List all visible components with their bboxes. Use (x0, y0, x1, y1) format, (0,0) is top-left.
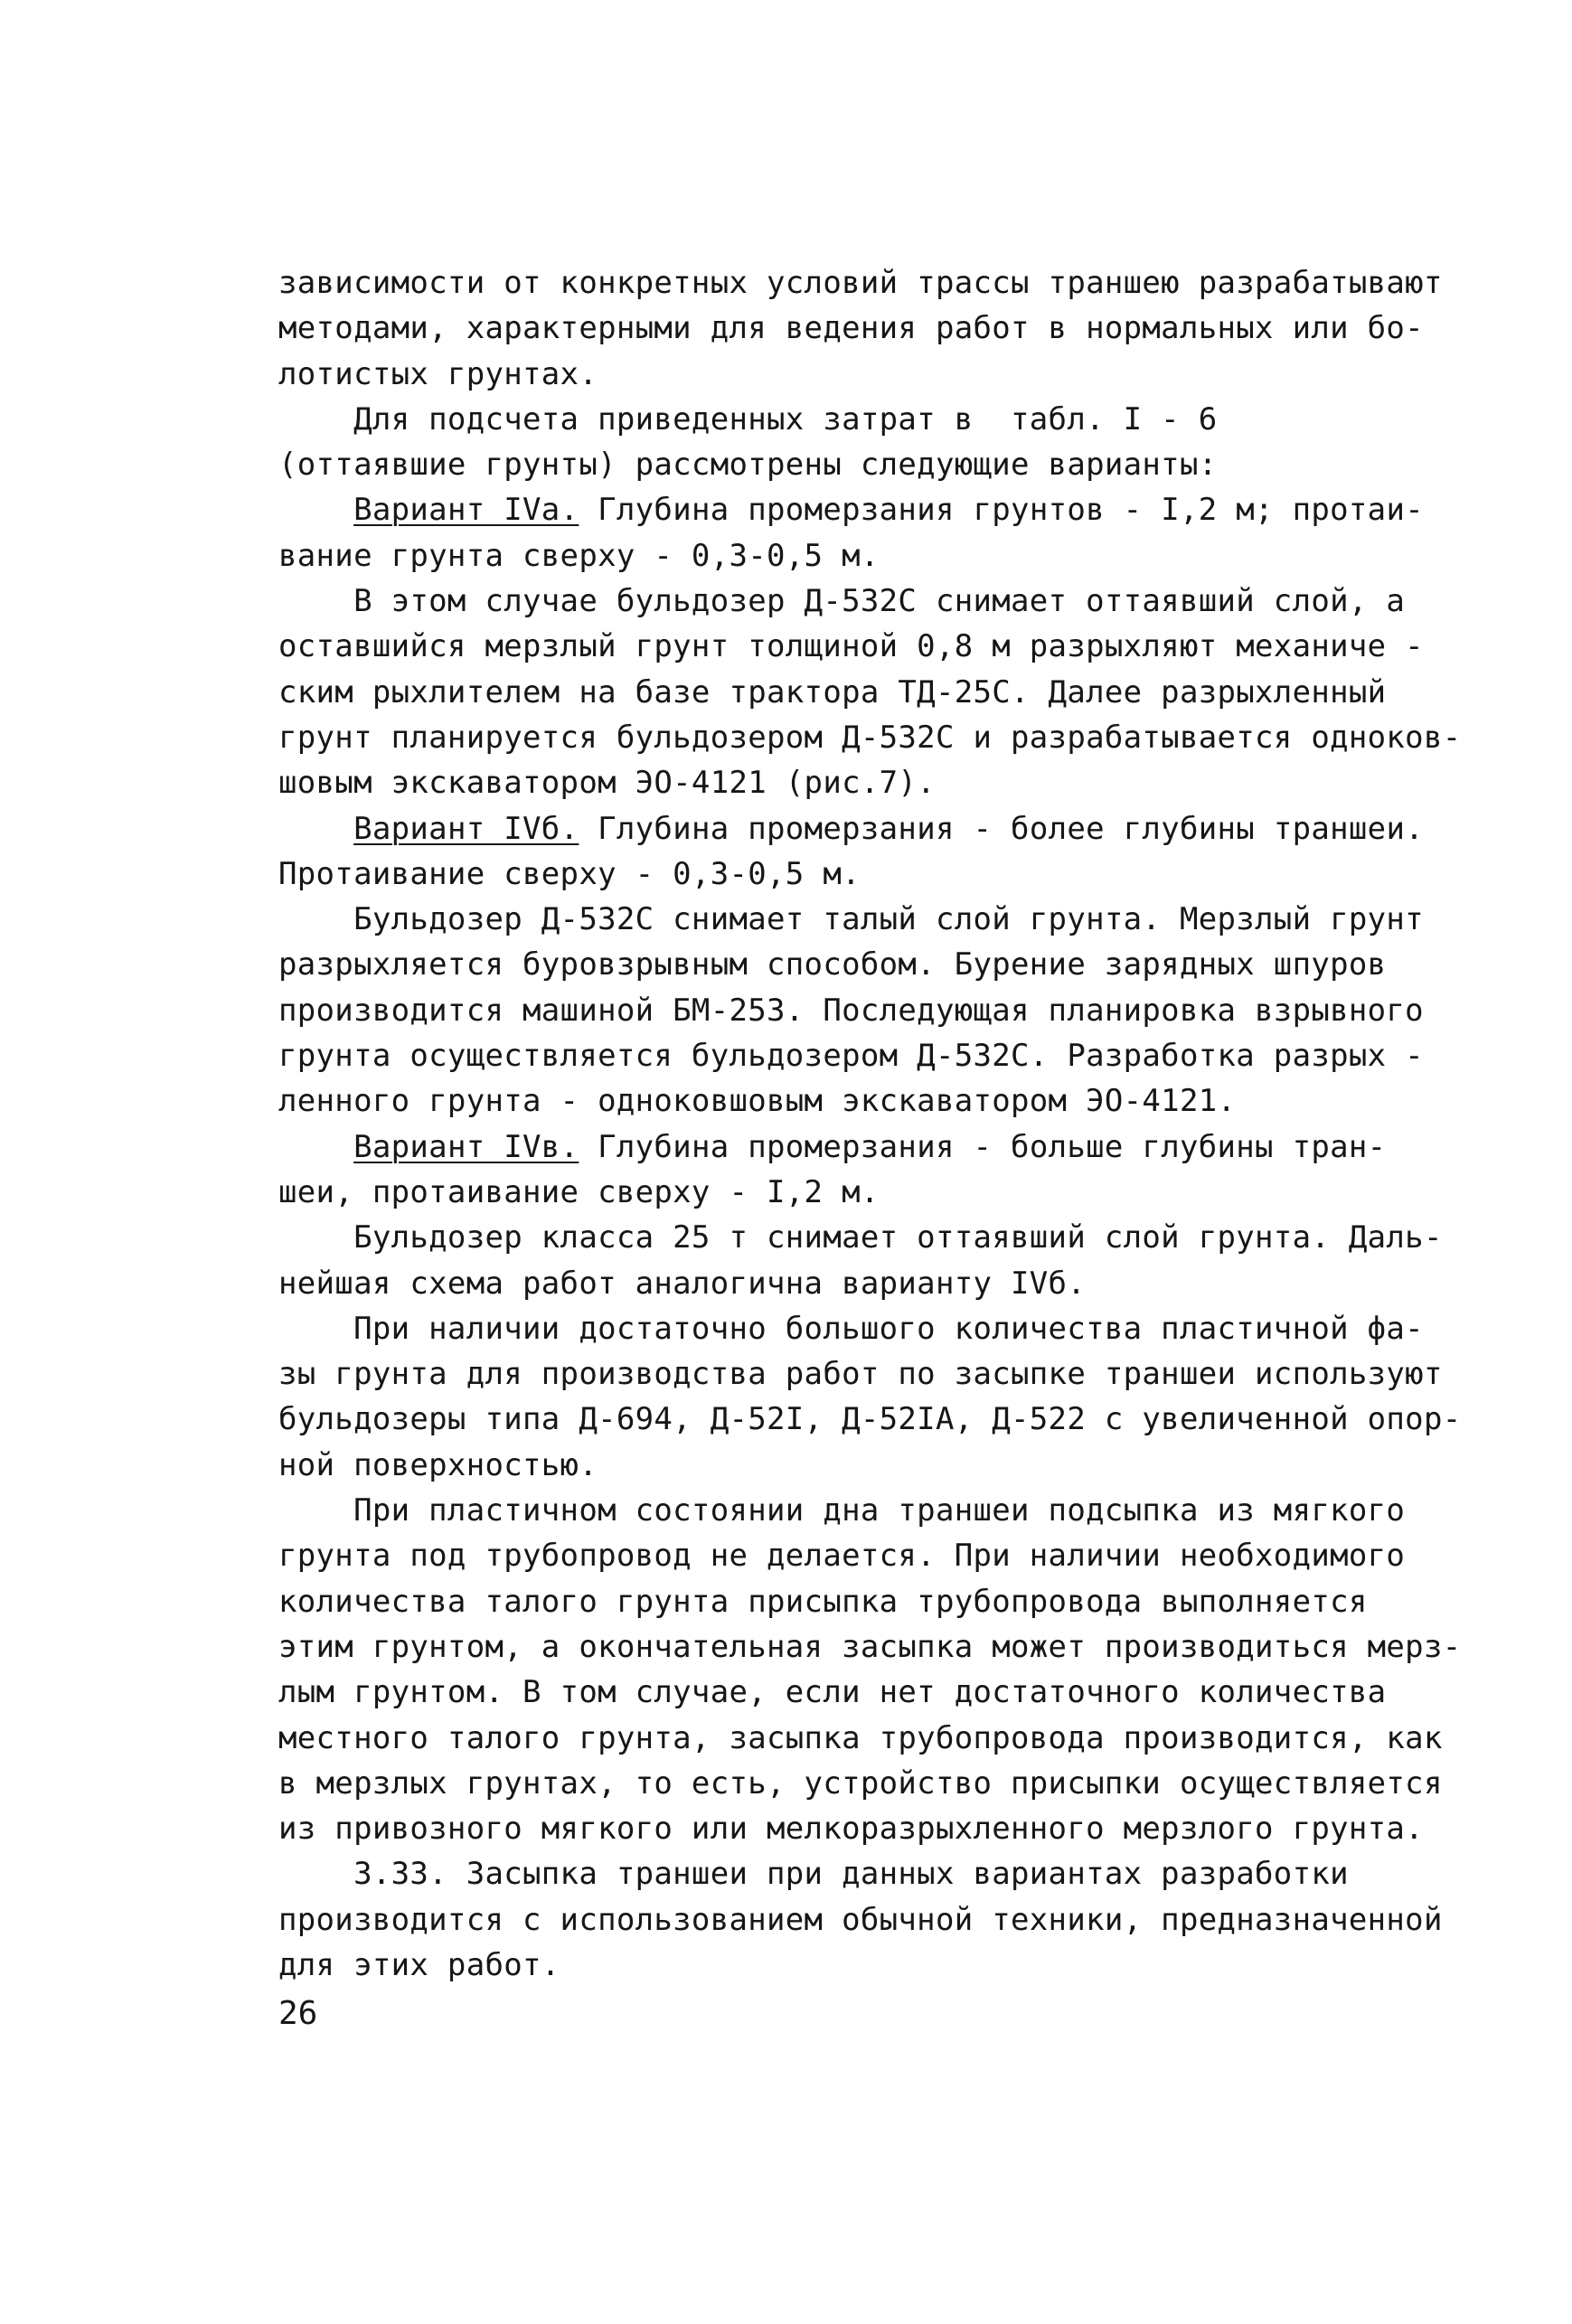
text-line (278, 352, 1454, 397)
line-text: методами, характерными для ведения работ в нормальных или бо- (278, 310, 1424, 347)
line-text: 3.33. Засыпка траншеи при данных вариантах разработки (278, 1856, 1349, 1893)
text-line (278, 715, 1462, 760)
line-text: для этих работ. (278, 1946, 560, 1983)
variant-heading: Вариант IVв. (353, 1128, 579, 1165)
line-text: грунта осуществляется бульдозером Д-532С. Разработка разрых - (278, 1038, 1424, 1075)
line-indent (278, 492, 353, 528)
text-line (278, 1806, 1454, 1851)
line-text: ной поверхностью. (278, 1446, 598, 1483)
line-indent (278, 1129, 353, 1165)
line-text: лым грунтом. В том случае, если нет достаточного количества (278, 1674, 1387, 1711)
text-line (278, 852, 1454, 897)
text-line (278, 624, 1454, 669)
text-line (278, 897, 1454, 942)
line-text: этим грунтом, а окончательная засыпка может производиться мерз- (278, 1628, 1462, 1665)
line-text: Бульдозер класса 25 т снимает оттаявший слой грунта. Даль- (278, 1219, 1443, 1256)
line-text: При наличии достаточно большого количества пластичной фа- (278, 1310, 1424, 1347)
text-line (278, 1215, 1454, 1260)
line-text: Бульдозер Д-532С снимает талый слой грунта. Мерзлый грунт (278, 901, 1424, 938)
text-line (278, 670, 1454, 715)
line-text: шовым экскаватором ЭО-4121 (рис.7). (278, 765, 936, 802)
line-text: ленного грунта - одноковшовым экскаватором ЭО-4121. (278, 1083, 1237, 1120)
line-text: грунт планируется бульдозером Д-532С и разрабатывается одноков- (278, 719, 1462, 756)
text-line (278, 1897, 1454, 1943)
line-text: производится с использованием обычной техники, предназначенной (278, 1901, 1443, 1938)
text-line (278, 579, 1454, 624)
text-line (278, 442, 1454, 487)
text-line (278, 1624, 1462, 1670)
text-line (278, 487, 1454, 532)
line-text: лотистых грунтах. (278, 355, 598, 392)
line-text: шеи, протаивание сверху - I,2 м. (278, 1173, 880, 1210)
text-line (278, 1851, 1454, 1896)
text-line (278, 306, 1454, 351)
text-line (278, 1033, 1454, 1078)
line-text: количества талого грунта присыпка трубопровода выполняется (278, 1583, 1368, 1620)
text-line (278, 1170, 1454, 1215)
line-text: оставшийся мерзлый грунт толщиной 0,8 м разрыхляют механиче - (278, 628, 1424, 665)
text-line (278, 1533, 1454, 1578)
text-line (278, 1351, 1454, 1397)
line-text: Глубина промерзания - более глубины траншеи. (579, 810, 1424, 847)
line-text: местного талого грунта, засыпка трубопровода производится, как (278, 1719, 1443, 1756)
text-line (278, 1716, 1454, 1761)
text-line (278, 260, 1454, 306)
line-text: Глубина промерзания - больше глубины тран- (579, 1128, 1387, 1165)
line-text: разрыхляется буровзрывным способом. Бурение зарядных шпуров (278, 946, 1387, 983)
text-line (278, 1488, 1454, 1533)
line-text: При пластичном состоянии дна траншеи подсыпка из мягкого (278, 1492, 1406, 1529)
text-line (278, 1761, 1454, 1806)
line-text: бульдозеры типа Д-694, Д-52I, Д-52IА, Д-522 с увеличенной опор- (278, 1401, 1462, 1438)
line-text: Для подсчета приведенных затрат в табл. I - 6 (278, 400, 1218, 438)
text-line (278, 1579, 1454, 1624)
line-text: из привозного мягкого или мелкоразрыхленного мерзлого грунта. (278, 1811, 1424, 1848)
page-number: 26 (278, 1995, 318, 2032)
text-line (278, 1124, 1454, 1170)
variant-heading: Вариант IVб. (353, 810, 579, 847)
line-text: производится машиной БМ-253. Последующая планировка взрывного (278, 992, 1424, 1029)
line-text: В этом случае бульдозер Д-532С снимает оттаявший слой, а (278, 583, 1406, 620)
text-line (278, 1943, 1454, 1988)
line-text: Глубина промерзания грунтов - I,2 м; протаи- (579, 492, 1424, 529)
line-indent (278, 811, 353, 847)
line-text: грунта под трубопровод не делается. При наличии необходимого (278, 1538, 1406, 1575)
text-line (278, 397, 1454, 442)
text-line (278, 1078, 1454, 1124)
line-text: вание грунта сверху - 0,3-0,5 м. (278, 537, 880, 574)
line-text: зависимости от конкретных условий трассы траншею разрабатывают (278, 265, 1443, 301)
text-line (278, 1306, 1454, 1351)
text-line (278, 1670, 1454, 1715)
variant-heading: Вариант IVа. (353, 492, 579, 529)
line-text: (оттаявшие грунты) рассмотрены следующие варианты: (278, 447, 1218, 484)
text-line (278, 1397, 1462, 1442)
body-text (278, 260, 1462, 1988)
text-line (278, 533, 1454, 579)
line-text: зы грунта для производства работ по засыпке траншеи используют (278, 1356, 1443, 1393)
text-line (278, 942, 1454, 987)
text-line (278, 988, 1454, 1033)
text-line (278, 1261, 1454, 1306)
text-line (278, 760, 1454, 805)
line-text: нейшая схема работ аналогична варианту IVб. (278, 1265, 1087, 1302)
line-text: Протаивание сверху - 0,3-0,5 м. (278, 855, 861, 892)
line-text: в мерзлых грунтах, то есть, устройство присыпки осуществляется (278, 1764, 1443, 1802)
text-line (278, 1443, 1454, 1488)
line-text: ским рыхлителем на базе трактора ТД-25С. Далее разрыхленный (278, 673, 1387, 710)
text-line (278, 806, 1454, 852)
